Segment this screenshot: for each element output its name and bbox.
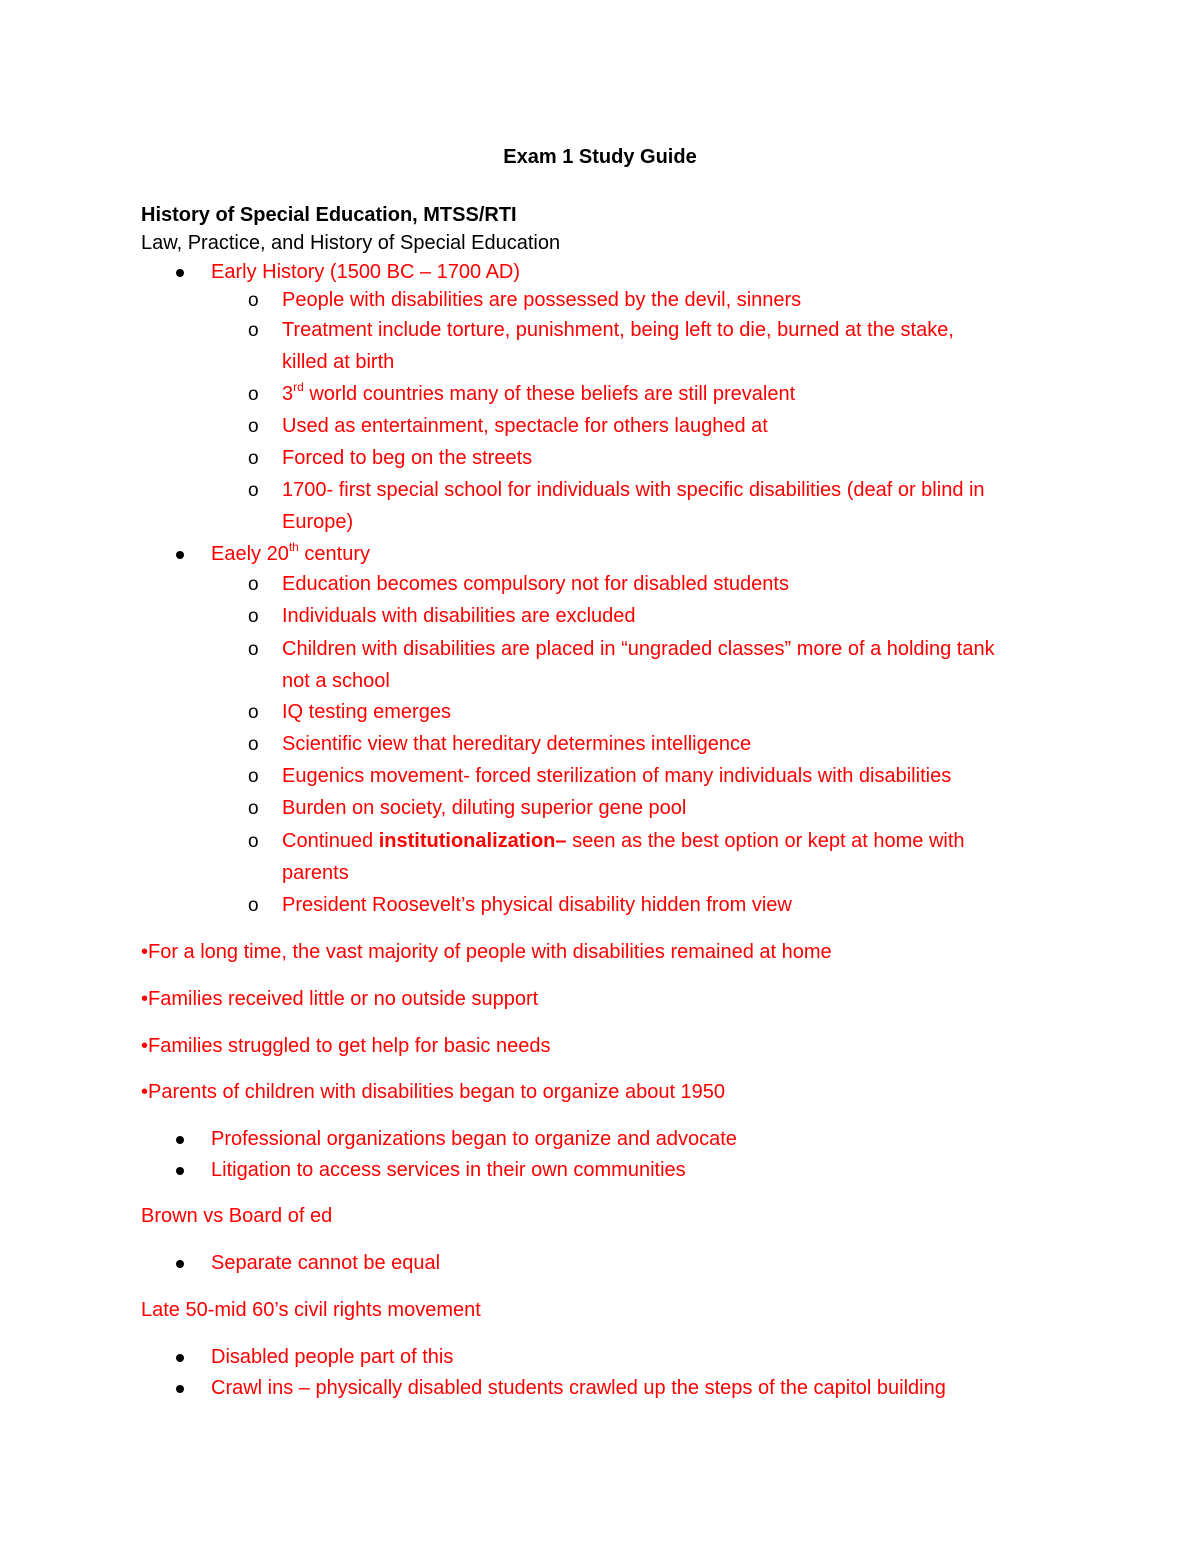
sub-bullet-icon: o <box>248 798 259 819</box>
bullet-icon <box>176 269 184 277</box>
list-item-continuation: parents <box>282 862 349 884</box>
sub-bullet-icon: o <box>248 480 259 501</box>
sub-bullet-icon: o <box>248 416 259 437</box>
list-item-early-history: Early History (1500 BC – 1700 AD) <box>211 261 521 283</box>
list-item: Individuals with disabilities are excluded <box>282 605 636 627</box>
list-item: Crawl ins – physically disabled students crawled up the steps of the capitol building <box>211 1377 946 1399</box>
list-item: Forced to beg on the streets <box>282 447 533 469</box>
paragraph: •Families received little or no outside support <box>141 988 539 1010</box>
list-item: 1700- first special school for individuals with specific disabilities (deaf or blind in <box>282 479 985 501</box>
sub-bullet-icon: o <box>248 639 259 660</box>
bullet-icon <box>176 1385 184 1393</box>
list-item: People with disabilities are possessed by the devil, sinners <box>282 289 802 311</box>
bullet-icon <box>176 1136 184 1144</box>
paragraph: •For a long time, the vast majority of people with disabilities remained at home <box>141 941 832 963</box>
list-item: Education becomes compulsory not for disabled students <box>282 573 789 595</box>
list-item: President Roosevelt’s physical disability hidden from view <box>282 894 792 916</box>
document-title: Exam 1 Study Guide <box>503 146 697 168</box>
sub-bullet-icon: o <box>248 320 259 341</box>
bullet-icon <box>176 551 184 559</box>
list-item: Children with disabilities are placed in “ungraded classes” more of a holding tank <box>282 638 995 660</box>
list-item-continuation: not a school <box>282 670 390 692</box>
list-item: Disabled people part of this <box>211 1346 454 1368</box>
list-item: Separate cannot be equal <box>211 1252 441 1274</box>
bullet-icon <box>176 1354 184 1362</box>
list-item: Eugenics movement- forced sterilization of many individuals with disabilities <box>282 765 952 787</box>
list-item: IQ testing emerges <box>282 701 451 723</box>
list-item: Litigation to access services in their own communities <box>211 1159 686 1181</box>
sub-bullet-icon: o <box>248 290 259 311</box>
bullet-icon <box>176 1167 184 1175</box>
bullet-icon <box>176 1260 184 1268</box>
list-item: Used as entertainment, spectacle for others laughed at <box>282 415 768 437</box>
civil-rights-heading: Late 50-mid 60’s civil rights movement <box>141 1299 481 1321</box>
sub-bullet-icon: o <box>248 606 259 627</box>
list-item: Treatment include torture, punishment, being left to die, burned at the stake, <box>282 319 954 341</box>
paragraph: •Parents of children with disabilities began to organize about 1950 <box>141 1081 726 1103</box>
list-item-continuation: Europe) <box>282 511 354 533</box>
subheading: Law, Practice, and History of Special Education <box>141 232 561 254</box>
list-item: Scientific view that hereditary determines intelligence <box>282 733 752 755</box>
brown-heading: Brown vs Board of ed <box>141 1205 333 1227</box>
paragraph: •Families struggled to get help for basic needs <box>141 1035 551 1057</box>
list-item-early-20th-century: Eaely 20th century <box>211 540 371 565</box>
sub-bullet-icon: o <box>248 384 259 405</box>
section-heading: History of Special Education, MTSS/RTI <box>141 204 517 226</box>
list-item: Professional organizations began to organize and advocate <box>211 1128 737 1150</box>
list-item-continuation: killed at birth <box>282 351 395 373</box>
list-item: Burden on society, diluting superior gene pool <box>282 797 687 819</box>
list-item: Continued institutionalization– seen as the best option or kept at home with <box>282 830 965 852</box>
sub-bullet-icon: o <box>248 766 259 787</box>
sub-bullet-icon: o <box>248 734 259 755</box>
sub-bullet-icon: o <box>248 574 259 595</box>
list-item: 3rd world countries many of these beliefs are still prevalent <box>282 380 796 405</box>
sub-bullet-icon: o <box>248 448 259 469</box>
sub-bullet-icon: o <box>248 702 259 723</box>
sub-bullet-icon: o <box>248 895 259 916</box>
sub-bullet-icon: o <box>248 831 259 852</box>
